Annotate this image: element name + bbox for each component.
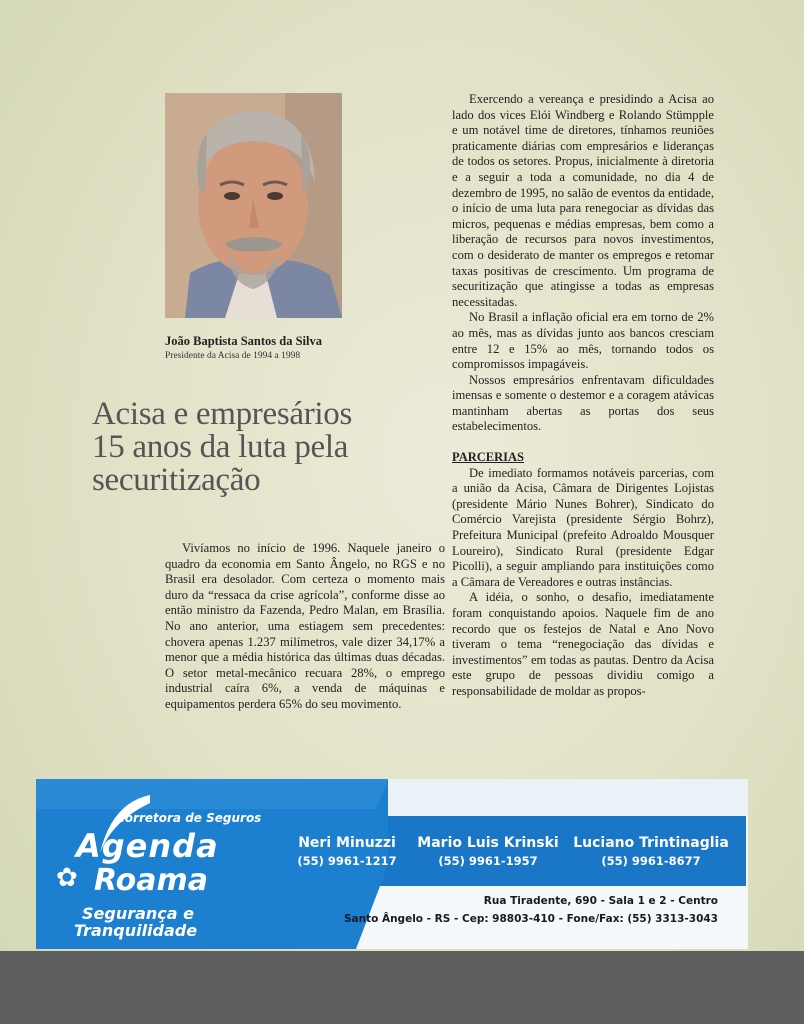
paragraph: No Brasil a inflação oficial era em torno de 2% ao mês, mas as dívidas junto aos bancos cresciam entre 12 e 15% ao mês, tornando todos os compromissos impagáveis.: [452, 310, 714, 372]
ad-light-band: [388, 779, 748, 816]
insurance-advertisement: [36, 779, 748, 949]
page-bottom-band: [0, 951, 804, 1024]
headline-line-2: 15 anos da luta pela: [92, 429, 349, 465]
flower-icon: ✿: [56, 863, 78, 892]
broker-2: [408, 835, 568, 868]
broker-phone: (55) 9961-1957: [438, 854, 538, 868]
brand-name-agenda: Agenda: [76, 827, 219, 865]
right-column: [452, 92, 714, 700]
paragraph: Nossos empresários enfrentavam dificuldades imensas e somente o destemor e a coragem atávicas mantinham abertas as portas dos seus estabelecimentos.: [452, 372, 714, 434]
ad-address-line-2: Santo Ângelo - RS - Cep: 98803-410 - Fone/Fax: (55) 3313-3043: [343, 913, 718, 925]
paragraph: De imediato formamos notáveis parcerias, com a união da Acisa, Câmara de Dirigentes Lojistas (presidente Mário Nunes Bohrer), Sindicato do Comércio Varejista (presidente Sérgio Bohrz), Prefeitura Municipal (prefeito Adroaldo Mousquer Loureiro), Sindicato Rural (presidente Edgar Picolli), a seguir ampliando para instituições como a Câmara de Vereadores e outras instâncias.: [452, 465, 714, 589]
brand-tagline-2: Tranquilidade: [74, 921, 198, 940]
author-photo: [165, 93, 342, 318]
broker-name: Neri Minuzzi: [298, 835, 396, 851]
article-headline: [92, 398, 432, 497]
broker-1: [272, 835, 422, 868]
brand-subtitle: Corretora de Seguros: [116, 811, 262, 825]
headline-line-3: securitização: [92, 462, 261, 498]
headline-line-1: Acisa e empresários: [92, 396, 353, 432]
author-role: Presidente da Acisa de 1994 a 1998: [165, 351, 301, 361]
author-name: João Baptista Santos da Silva: [165, 334, 322, 348]
paragraph: A idéia, o sonho, o desafio, imediatamente foram conquistando apoios. Naquele fim de ano recordo que os festejos de Natal e Ano Novo tiveram o tema “renegociação das dívidas e investimentos” em todas as pautas. Dentro da Acisa este grupo de pessoas dividiu comigo a responsabilidade de moldar as propos-: [452, 590, 714, 698]
broker-3: [566, 835, 736, 868]
broker-name: Mario Luis Krinski: [417, 835, 559, 851]
broker-phone: (55) 9961-1217: [297, 854, 397, 868]
brand-name-roama: Roama: [94, 863, 208, 898]
section-subhead: PARCERIAS: [452, 450, 524, 465]
broker-phone: (55) 9961-8677: [601, 854, 701, 868]
broker-name: Luciano Trintinaglia: [573, 835, 729, 851]
ad-address-line-1: Rua Tiradente, 690 - Sala 1 e 2 - Centro: [483, 895, 718, 907]
paragraph: Vivíamos no início de 1996. Naquele janeiro o quadro da economia em Santo Ângelo, no RGS e no Brasil era desolador. Com certeza o momento mais duro da “ressaca da crise agrícola”, conforme disse ao então ministro da Fazenda, Pedro Malan, em Brasília. No ano anterior, uma estiagem sem precedentes: chovera apenas 1.237 milímetros, vale dizer 34,17% a menor que a média histórica das últimas duas décadas. O setor metal-mecânico recuara 28%, o emprego industrial caíra 6%, a venda de máquinas e equipamentos perdera 65% do seu movimento.: [165, 541, 445, 711]
paragraph: Exercendo a vereança e presidindo a Acisa ao lado dos vices Elói Windberg e Rolando Stümpple e um notável time de diretores, tínhamos reuniões praticamente diárias com empresários e lideranças de todos os setores. Propus, inicialmente à diretoria e a seguir a toda a comunidade, no dia 4 de dezembro de 1995, no salão de eventos da entidade, o início de uma luta para renegociar as dívidas das micros, pequenas e médias empresas, bem como a liberação de recursos para novos investimentos, com o desiderato de manter os empregos e retomar taxas positivas de crescimento. Um programa de securitização que atingisse a todas as empresas necessitadas.: [452, 92, 714, 309]
left-column: [165, 541, 445, 713]
brand-tagline-1: Segurança e: [82, 904, 194, 923]
